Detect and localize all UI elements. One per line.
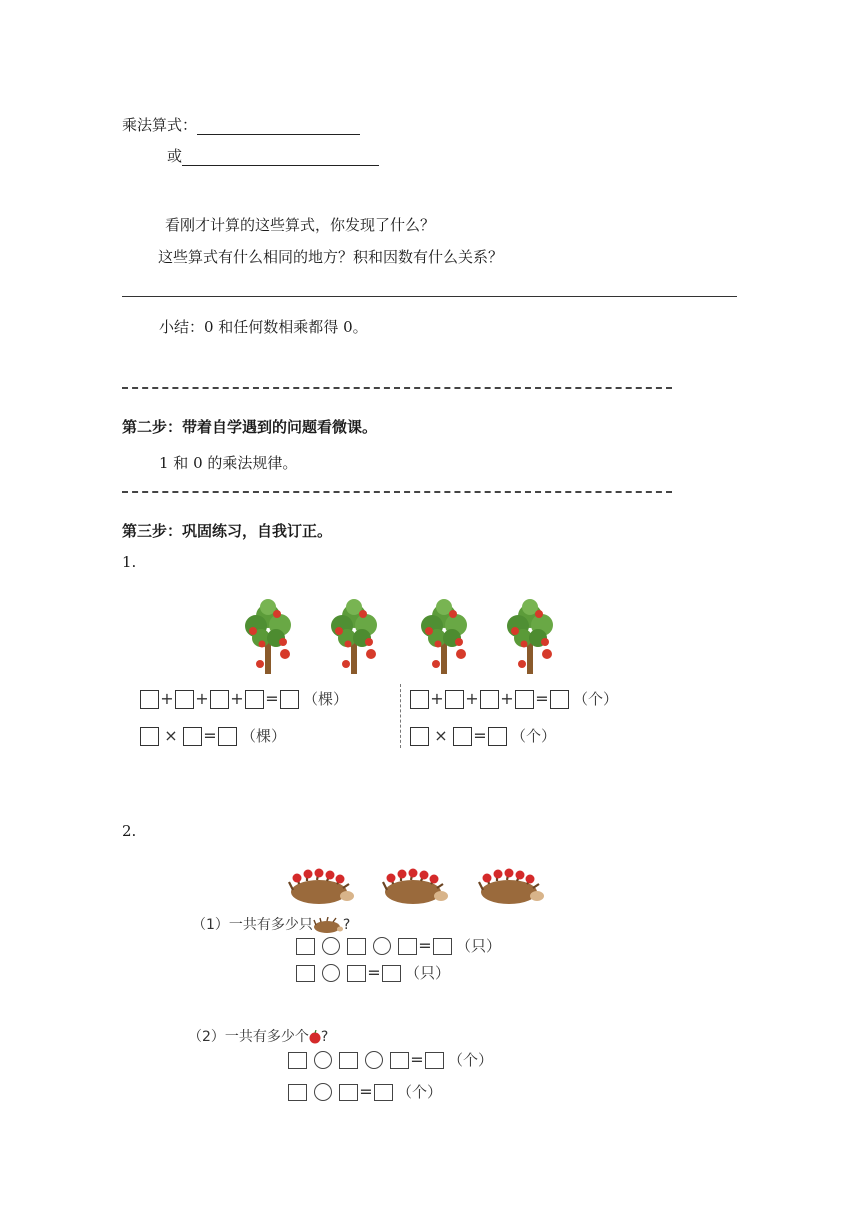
divider [122, 387, 672, 389]
ex2-q1-multiplication [296, 961, 450, 983]
summary: 小结：0 和任何数相乘都得 0。 [159, 318, 368, 336]
ex1-multiplication-items [410, 723, 556, 747]
answer-box[interactable] [374, 1084, 393, 1101]
answer-box[interactable] [175, 690, 194, 709]
ex1-multiplication-trees [140, 723, 286, 747]
ex1-addition-trees [140, 686, 348, 710]
plus-sign: + [430, 689, 444, 708]
answer-box[interactable] [296, 938, 315, 955]
equals-sign: = [265, 689, 279, 708]
operator-circle[interactable] [365, 1051, 383, 1069]
answer-box[interactable] [425, 1052, 444, 1069]
question-2-text: （2）一共有多少个 [188, 1029, 309, 1045]
ex2-q2-multiplication [288, 1080, 442, 1102]
operator-circle[interactable] [314, 1051, 332, 1069]
divider [122, 491, 672, 493]
formula-blank[interactable] [197, 119, 360, 135]
equals-sign: = [359, 1082, 373, 1101]
question-1: 看刚才计算的这些算式，你发现了什么？ [165, 216, 436, 234]
answer-box[interactable] [245, 690, 264, 709]
answer-box[interactable] [453, 727, 472, 746]
ex2-q1-addition [296, 934, 501, 956]
answer-box[interactable] [288, 1084, 307, 1101]
equals-sign: = [473, 726, 487, 745]
question-1-text: （1）一共有多少只 [192, 917, 313, 933]
answer-box[interactable] [410, 690, 429, 709]
answer-box[interactable] [288, 1052, 307, 1069]
answer-box[interactable] [390, 1052, 409, 1069]
trees-illustration [235, 598, 575, 680]
exercise-1-number: 1. [122, 553, 137, 571]
or-label: 或 [167, 147, 183, 165]
step3-title: 第三步：巩固练习，自我订正。 [122, 522, 333, 540]
answer-box[interactable] [347, 938, 366, 955]
hedgehog-icon [313, 917, 343, 933]
ex2-question-2 [188, 1026, 328, 1046]
equals-sign: = [410, 1050, 424, 1069]
answer-box[interactable] [140, 690, 159, 709]
ex2-q2-addition [288, 1048, 493, 1070]
plus-sign: + [160, 689, 174, 708]
equals-sign: = [418, 936, 432, 955]
answer-box[interactable] [382, 965, 401, 982]
hedgehogs-illustration [285, 866, 550, 906]
operator-circle[interactable] [322, 937, 340, 955]
or-line [167, 145, 379, 166]
step2-content: 1 和 0 的乘法规律。 [159, 454, 298, 472]
answer-box[interactable] [339, 1052, 358, 1069]
answer-box[interactable] [398, 938, 417, 955]
answer-box[interactable] [339, 1084, 358, 1101]
times-sign: × [434, 726, 448, 745]
ex1-addition-items [410, 686, 618, 710]
plus-sign: + [500, 689, 514, 708]
answer-box[interactable] [140, 727, 159, 746]
answer-box[interactable] [488, 727, 507, 746]
or-blank[interactable] [182, 150, 379, 166]
answer-box[interactable] [347, 965, 366, 982]
answer-box[interactable] [280, 690, 299, 709]
equals-sign: = [535, 689, 549, 708]
operator-circle[interactable] [314, 1083, 332, 1101]
vertical-divider [400, 684, 401, 748]
unit-items: （个） [573, 690, 619, 708]
plus-sign: + [465, 689, 479, 708]
apple-icon [309, 1030, 321, 1044]
equals-sign: = [203, 726, 217, 745]
formula-line [122, 114, 360, 135]
formula-label: 乘法算式： [122, 116, 198, 134]
plus-sign: + [230, 689, 244, 708]
answer-box[interactable] [433, 938, 452, 955]
answer-box[interactable] [210, 690, 229, 709]
operator-circle[interactable] [322, 964, 340, 982]
question-mark: ? [342, 917, 351, 933]
question-2: 这些算式有什么相同的地方？积和因数有什么关系？ [158, 248, 504, 266]
answer-line[interactable] [122, 296, 737, 297]
answer-box[interactable] [183, 727, 202, 746]
unit-animals: （只） [405, 964, 451, 982]
unit-trees: （棵） [303, 690, 349, 708]
answer-box[interactable] [218, 727, 237, 746]
unit-animals: （只） [456, 937, 502, 955]
ex2-question-1 [192, 914, 350, 934]
unit-items: （个） [397, 1083, 443, 1101]
exercise-2-number: 2. [122, 822, 137, 840]
unit-items: （个） [511, 727, 557, 745]
question-mark: ? [320, 1029, 329, 1045]
answer-box[interactable] [296, 965, 315, 982]
step2-title: 第二步：带着自学遇到的问题看微课。 [122, 418, 378, 436]
answer-box[interactable] [480, 690, 499, 709]
unit-items: （个） [448, 1051, 494, 1069]
plus-sign: + [195, 689, 209, 708]
answer-box[interactable] [550, 690, 569, 709]
equals-sign: = [367, 963, 381, 982]
unit-trees: （棵） [241, 727, 287, 745]
answer-box[interactable] [445, 690, 464, 709]
operator-circle[interactable] [373, 937, 391, 955]
times-sign: × [164, 726, 178, 745]
answer-box[interactable] [410, 727, 429, 746]
answer-box[interactable] [515, 690, 534, 709]
